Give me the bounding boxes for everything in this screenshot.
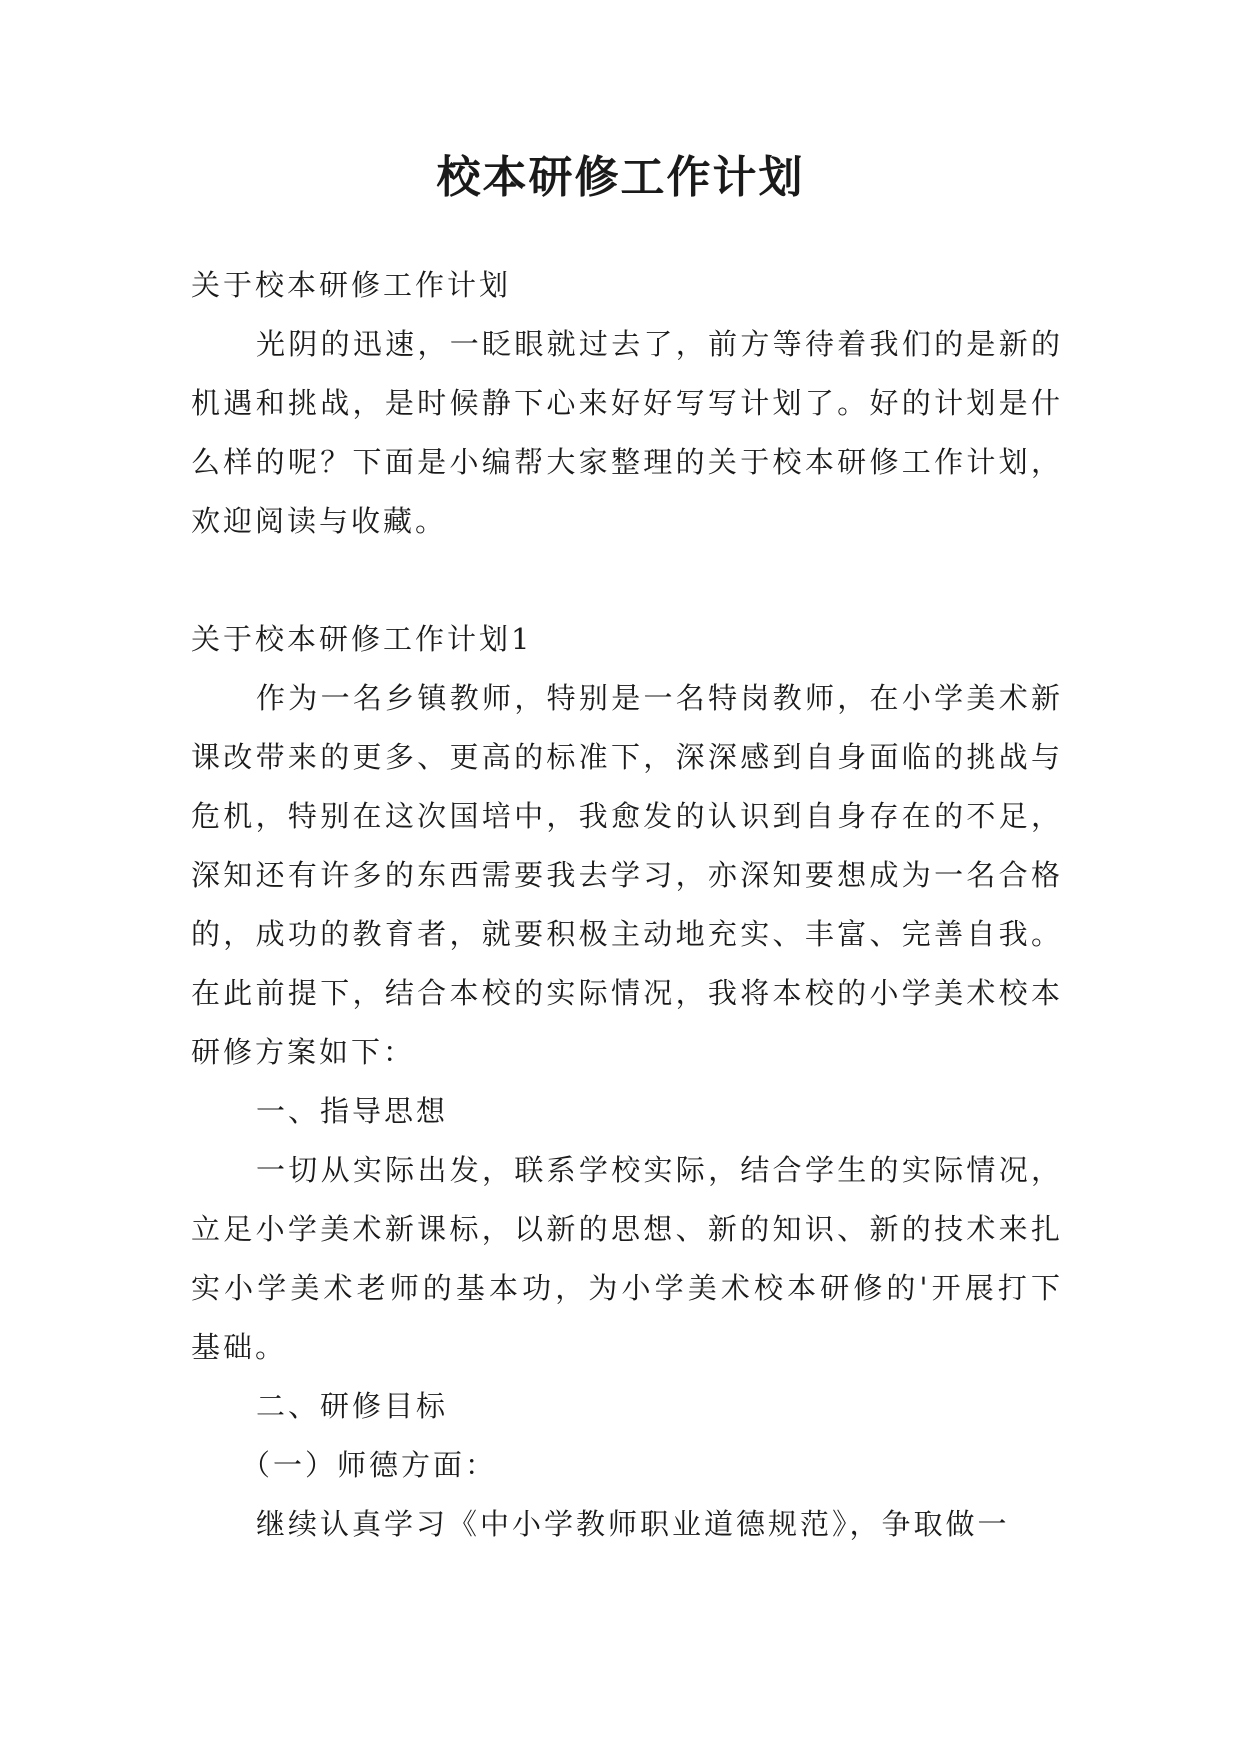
part1-paragraph: 一切从实际出发，联系学校实际，结合学生的实际情况，立足小学美术新课标，以新的思想、新的知识、新的技术来扎实小学美术老师的基本功，为小学美术校本研修的'开展打下基础。: [191, 1153, 1063, 1364]
intro-heading: 关于校本研修工作计划: [191, 268, 512, 302]
intro-paragraph: 光阴的迅速，一眨眼就过去了，前方等待着我们的是新的机遇和挑战，是时候静下心来好好写写计划了。好的计划是什么样的呢？下面是小编帮大家整理的关于校本研修工作计划，欢迎阅读与收藏。: [191, 327, 1063, 538]
document-title: 校本研修工作计划: [436, 152, 805, 203]
part2-sub1-paragraph: 继续认真学习《中小学教师职业道德规范》，争取做一: [256, 1507, 1010, 1541]
paragraph-gap: [191, 551, 1063, 610]
part1-heading: 一、指导思想: [256, 1094, 449, 1128]
section1-paragraph: 作为一名乡镇教师，特别是一名特岗教师，在小学美术新课改带来的更多、更高的标准下，深深感到自身面临的挑战与危机，特别在这次国培中，我愈发的认识到自身存在的不足，深知还有许多的东西需要我去学习，亦深知要想成为一名合格的，成功的教育者，就要积极主动地充实、丰富、完善自我。在此前提下，结合本校的实际情况，我将本校的小学美术校本研修方案如下：: [191, 681, 1063, 1069]
section1-heading: 关于校本研修工作计划1: [191, 622, 533, 656]
part2-heading: 二、研修目标: [256, 1389, 449, 1423]
part2-sub1-heading: （一）师德方面：: [241, 1448, 498, 1482]
document-body: [191, 256, 1063, 1554]
